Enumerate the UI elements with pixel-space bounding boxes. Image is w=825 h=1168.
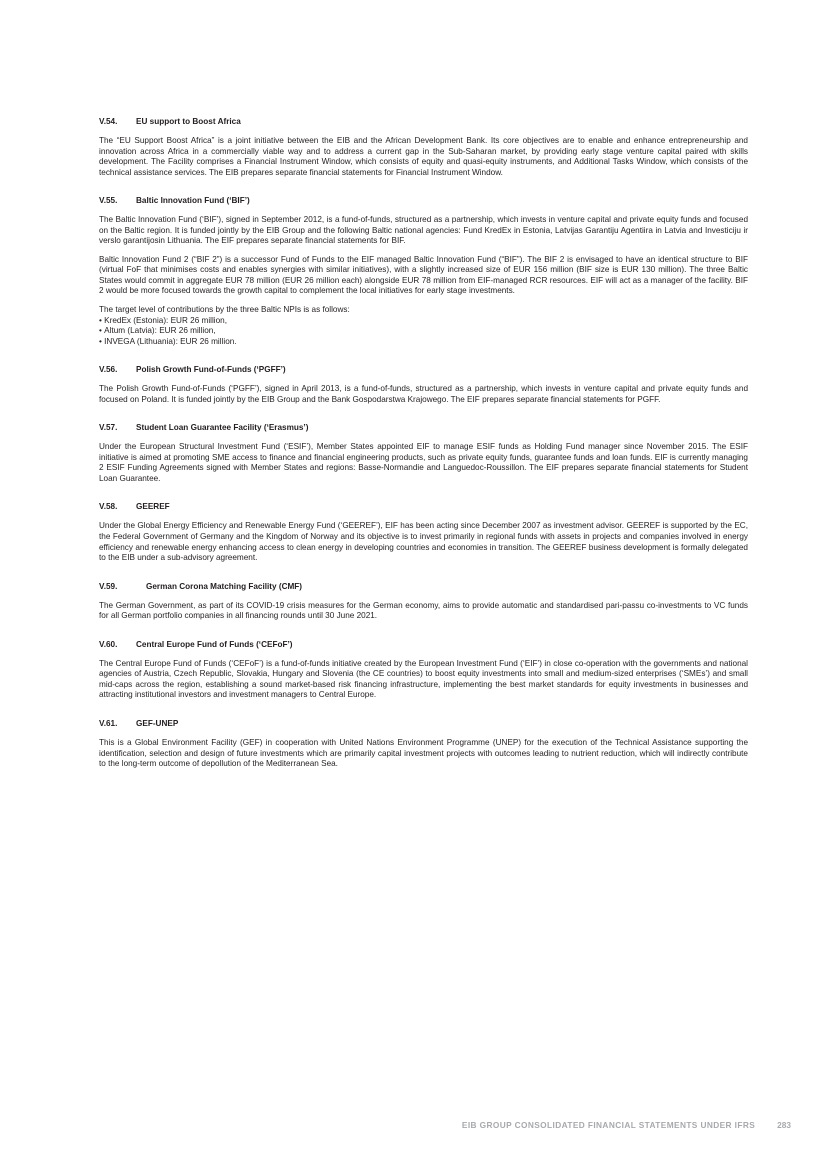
section-number: V.58. — [99, 502, 118, 512]
section-heading — [99, 364, 748, 375]
section-title: Polish Growth Fund-of-Funds (‘PGFF’) — [136, 365, 286, 375]
section-number: V.55. — [99, 196, 118, 206]
section-v58 — [99, 501, 748, 563]
section-title: GEF-UNEP — [136, 718, 179, 728]
section-v59 — [99, 581, 748, 622]
section-v54 — [99, 116, 748, 178]
section-v56 — [99, 364, 748, 405]
paragraph: Under the European Structural Investment Fund (‘ESIF’), Member States appointed EIF to manage ESIF funds as Holding Fund manager since November 2015. The ESIF initiative is aimed at promoting SME access to finance and financial engineering products, such as private equity funds, guarantee funds and loan funds. EIF is currently managing 2 ESIF Funding Agreements signed with Member States and regions: Basse-Normandie and Languedoc-Roussillon. The EIF prepares separate financial statements for Student Loan Guarantee. — [99, 442, 748, 483]
list-item: • Altum (Latvia): EUR 26 million, — [99, 326, 748, 337]
section-number: V.59. — [99, 581, 118, 591]
paragraph: Baltic Innovation Fund 2 (“BIF 2”) is a successor Fund of Funds to the EIF managed Baltic Innovation Fund (“BIF”). The BIF 2 is envisaged to have an identical structure to BIF (virtual FoF that minimises costs and enables synergies with similar initiatives), with a slightly increased size of EUR 156 million (BIF size is EUR 130 million). The three Baltic States would commit in aggregate EUR 78 million (EUR 26 million each) alongside EUR 78 million from EIF-managed RCR resources. EIF will act as a manager of the facility. BIF 2 would be more focused towards the growth capital to complement the local initiatives for early stage investments. — [99, 254, 748, 296]
section-number: V.60. — [99, 639, 118, 649]
section-number: V.54. — [99, 117, 118, 126]
section-heading — [99, 116, 748, 127]
list-item: • KredEx (Estonia): EUR 26 million, — [99, 316, 748, 327]
section-v61 — [99, 718, 748, 770]
section-v60 — [99, 639, 748, 701]
section-heading — [99, 195, 748, 206]
section-number: V.61. — [99, 718, 118, 728]
section-title: German Corona Matching Facility (CMF) — [146, 581, 303, 591]
paragraph: This is a Global Environment Facility (GEF) in cooperation with United Nations Environment Programme (UNEP) for the execution of the Technical Assistance supporting the identification, selection and design of future investments which are primarily capital investment projects with outcomes leading to nutrient reduction, which will indirectly contribute to the long-term outcome of depollution of the Mediterranean Sea. — [99, 737, 748, 769]
paragraph: The target level of contributions by the three Baltic NPIs is as follows: — [99, 305, 350, 315]
section-title: Student Loan Guarantee Facility (‘Erasmus’) — [136, 423, 309, 433]
section-title: EU support to Boost Africa — [136, 117, 241, 126]
section-number: V.56. — [99, 365, 118, 375]
section-heading — [99, 581, 748, 592]
section-heading — [99, 718, 748, 729]
page-footer — [462, 1120, 791, 1130]
paragraph: The Baltic Innovation Fund (‘BIF’), signed in September 2012, is a fund-of-funds, structured as a partnership, which invests in venture capital and private equity funds and focused on the Baltic region. It is funded jointly by the EIB Group and the following Baltic national agencies: Fund KredEx in Estonia, Latvijas Garantiju Agentiira in Latvia and Investiciju ir verslo garantijosin Lithuania. The EIF prepares separate financial statements for BIF. — [99, 215, 748, 246]
section-title: Baltic Innovation Fund (‘BIF’) — [136, 196, 250, 206]
section-v57 — [99, 422, 748, 484]
section-number: V.57. — [99, 423, 118, 433]
page-number: 283 — [777, 1120, 791, 1130]
paragraph: The German Government, as part of its COVID-19 crisis measures for the German economy, aims to provide automatic and standardised pari-passu co-investments to VC funds for all German portfolio companies in all financing rounds until 30 June 2021. — [99, 600, 748, 621]
footer-title: EIB GROUP CONSOLIDATED FINANCIAL STATEMENTS UNDER IFRS — [461, 1120, 756, 1130]
paragraph: The Polish Growth Fund-of-Funds (‘PGFF’), signed in April 2013, is a fund-of-funds, structured as a partnership, which invests in venture capital and private equity funds and focused on Poland. It is funded jointly by the EIB Group and the Bank Gospodarstwa Krajowego. The EIF prepares separate financial statements for PGFF. — [99, 384, 748, 404]
section-heading — [99, 422, 748, 433]
paragraph: Under the Global Energy Efficiency and Renewable Energy Fund (‘GEEREF’), EIF has been acting since December 2007 as investment advisor. GEEREF is supported by the EC, the Federal Government of Germany and the Kingdom of Norway and its objective is to invest primarily in regional funds with assets in projects and companies involved in energy efficiency and renewable energy enhancing access to clean energy in developing countries and economies in transition. The GEEREF business development is formally delegated to the EIB under a sub-advisory agreement. — [99, 521, 748, 563]
section-heading — [99, 639, 748, 650]
section-heading — [99, 501, 748, 512]
paragraph: The Central Europe Fund of Funds (‘CEFoF’) is a fund-of-funds initiative created by the European Investment Fund (‘EIF’) in close co-operation with the governments and national agencies of Austria, Czech Republic, Slovakia, Hungary and Slovenia (the CE countries) to boost equity investments into small and medium-sized enterprises (‘SMEs’) and small mid-caps across the region, establishing a sound market-based risk financing infrastructure, implementing the best market standards for equity investments in businesses and attracting institutional investors and investment managers to Central Europe. — [99, 658, 748, 700]
paragraph: The “EU Support Boost Africa” is a joint initiative between the EIB and the African Development Bank. Its core objectives are to enable and enhance entrepreneurship and innovation across Africa in a commercially viable way and to address a current gap in the Sub-Saharan market, by providing early stage venture capital paired with skills development. The Facility comprises a Financial Instrument Window, which consists of equity and quasi-equity instruments, and Additional Tasks Window, which consists of the technical assistance services. The EIB prepares separate financial statements for Financial Instrument Window. — [99, 136, 748, 177]
list-item: • INVEGA (Lithuania): EUR 26 million. — [99, 337, 748, 348]
document-body — [99, 116, 748, 787]
section-title: Central Europe Fund of Funds (‘CEFoF’) — [136, 639, 293, 649]
section-title: GEEREF — [136, 502, 170, 512]
bullet-list — [99, 316, 748, 348]
section-v55 — [99, 195, 748, 347]
